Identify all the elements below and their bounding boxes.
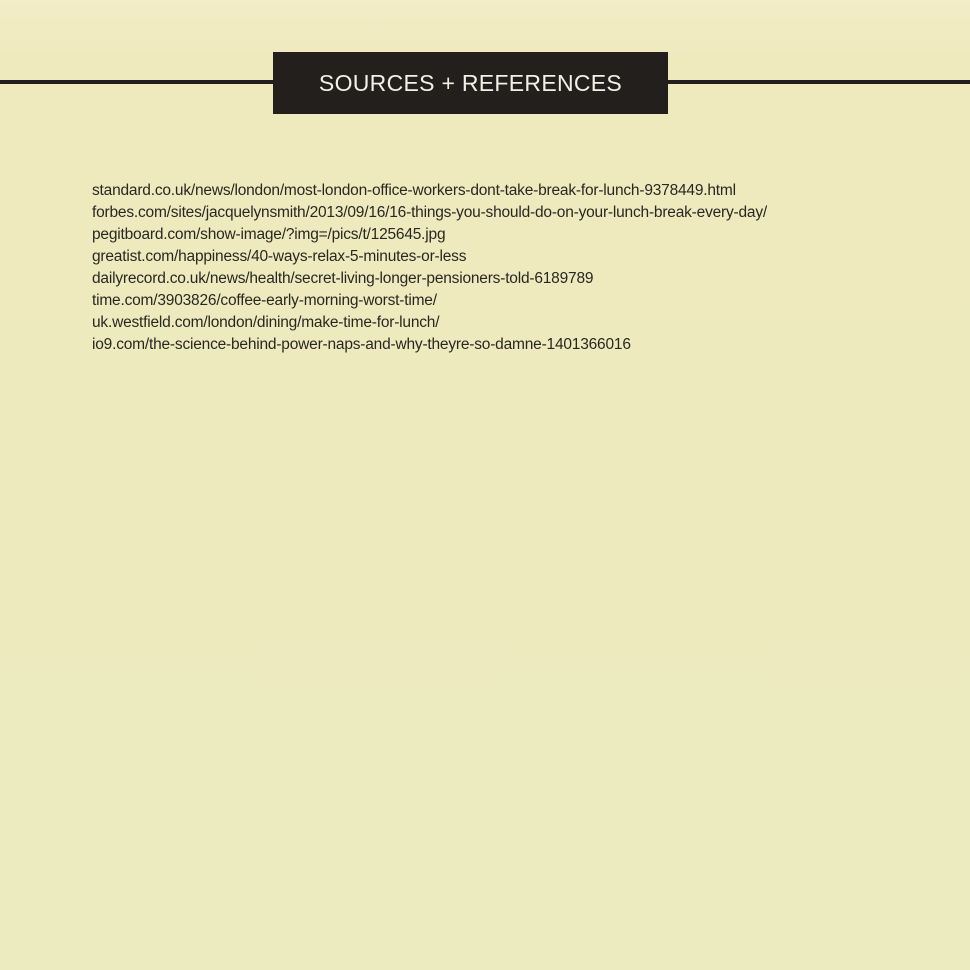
- section-title-box: [273, 52, 668, 114]
- reference-item: pegitboard.com/show-image/?img=/pics/t/125645.jpg: [92, 226, 446, 243]
- reference-item: uk.westfield.com/london/dining/make-time-for-lunch/: [92, 314, 440, 331]
- reference-item: io9.com/the-science-behind-power-naps-and-why-theyre-so-damne-1401366016: [92, 336, 631, 353]
- references-list: [92, 180, 767, 356]
- reference-item: greatist.com/happiness/40-ways-relax-5-minutes-or-less: [92, 248, 467, 265]
- reference-item: dailyrecord.co.uk/news/health/secret-living-longer-pensioners-told-6189789: [92, 270, 594, 287]
- reference-item: time.com/3903826/coffee-early-morning-worst-time/: [92, 292, 437, 309]
- reference-item: standard.co.uk/news/london/most-london-office-workers-dont-take-break-for-lunch-9378449.html: [92, 182, 736, 199]
- section-title: SOURCES + REFERENCES: [318, 69, 623, 96]
- reference-item: forbes.com/sites/jacquelynsmith/2013/09/16/16-things-you-should-do-on-your-lunch-break-every-day/: [92, 204, 768, 221]
